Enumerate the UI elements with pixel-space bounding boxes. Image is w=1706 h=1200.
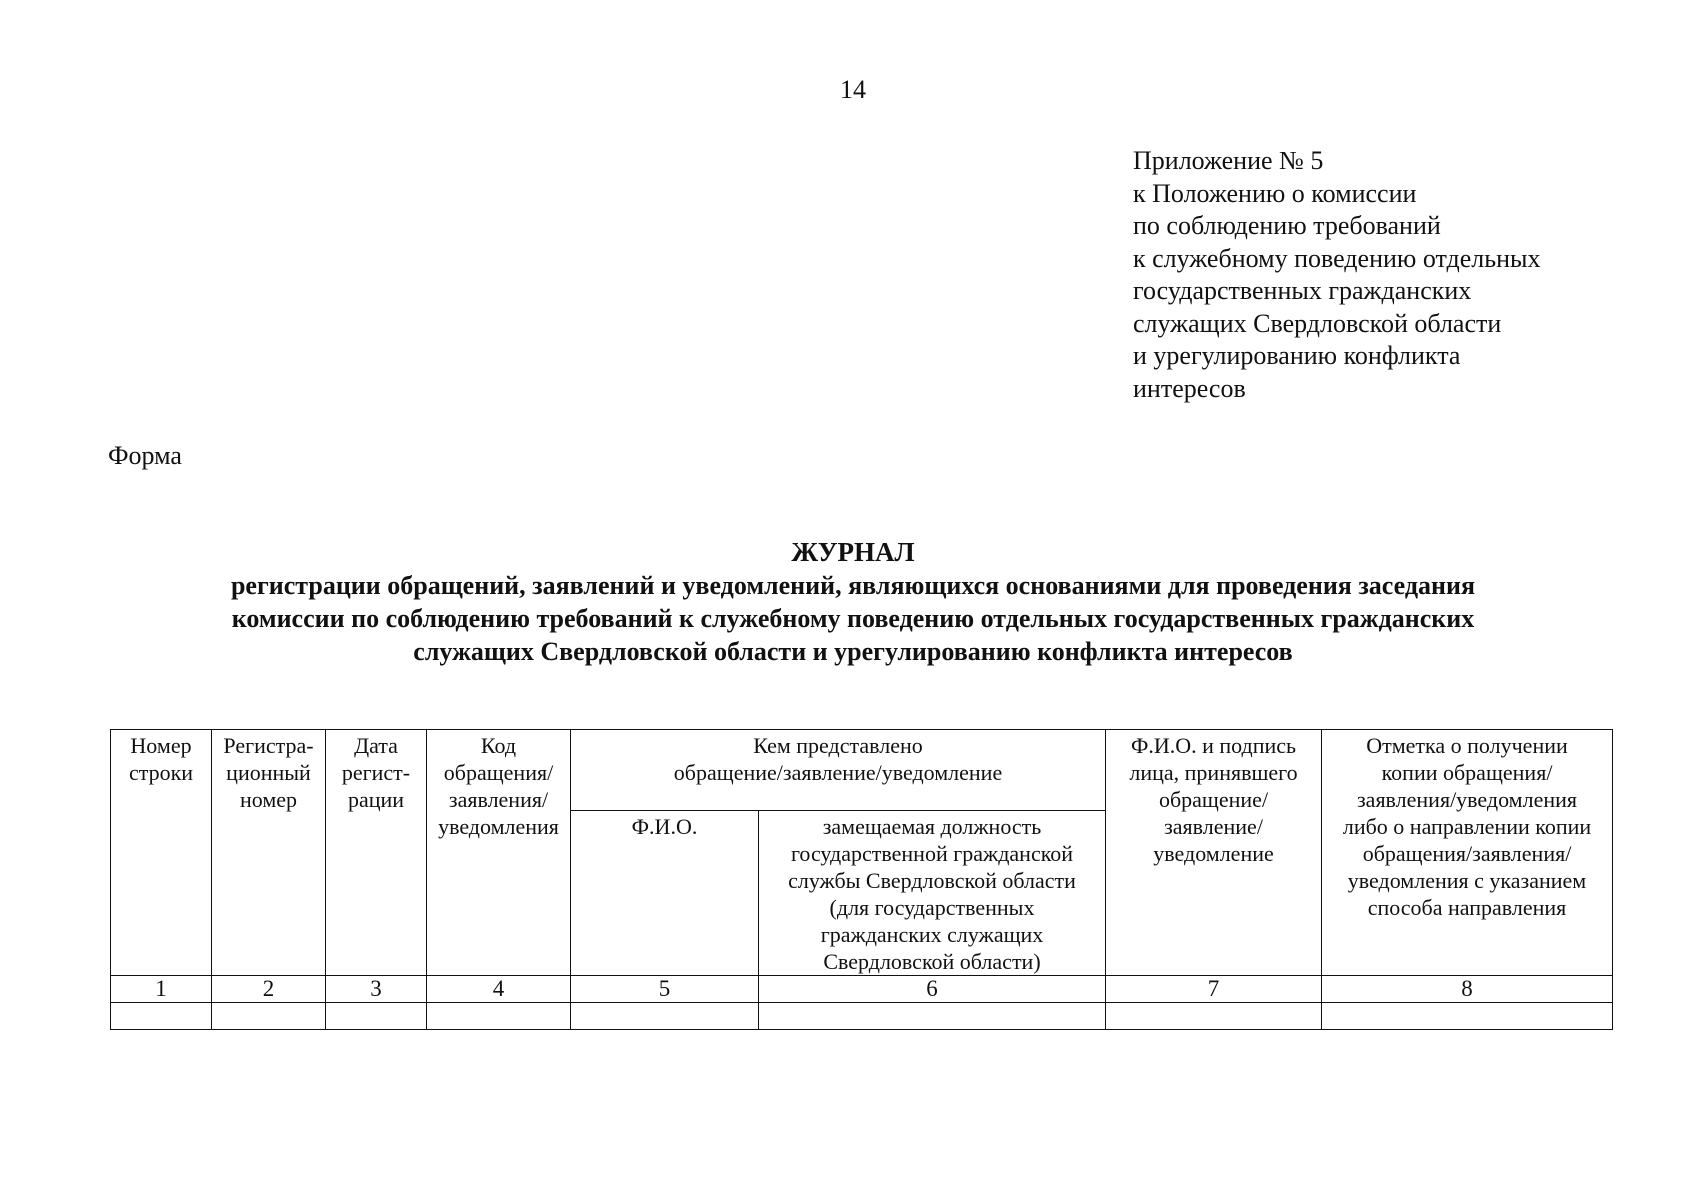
column-number: 4 (427, 976, 571, 1003)
header-text: номер (239, 787, 298, 812)
header-registration-number (212, 730, 326, 976)
column-number: 1 (111, 976, 212, 1003)
appendix-line: к служебному поведению отдельных (1133, 243, 1541, 273)
header-text: обращение/ (1158, 787, 1269, 812)
header-text: заявление/ (1164, 814, 1263, 839)
title-subtitle-line: комиссии по соблюдению требований к служебному поведению отдельных государственных гражданских (231, 604, 1475, 633)
column-number: 3 (326, 976, 427, 1003)
header-text: обращения/ (443, 760, 554, 785)
header-text: ционный (226, 760, 311, 785)
header-code (427, 730, 571, 976)
header-text: Свердловской области) (823, 949, 1041, 974)
header-text: Отметка о получении (1366, 733, 1568, 758)
header-text: Ф.И.О. (631, 814, 698, 839)
header-text: Ф.И.О. и подпись (1130, 733, 1297, 758)
table-cell (1106, 1003, 1322, 1030)
appendix-reference (1133, 145, 1673, 405)
header-text: Кем представлено (753, 733, 923, 758)
journal-table (110, 729, 1613, 1030)
header-text: Номер (130, 733, 192, 758)
form-label: Форма (108, 441, 182, 470)
appendix-line: по соблюдению требований (1133, 211, 1441, 240)
page-number: 14 (840, 75, 866, 104)
header-text: рации (347, 787, 405, 812)
header-text: службы Свердловской области (788, 868, 1076, 893)
header-text: заявления/ (448, 787, 549, 812)
table-cell (326, 1003, 427, 1030)
header-text: Регистра- (223, 733, 314, 758)
header-text: обращение/заявление/уведомление (673, 760, 1003, 785)
header-position (759, 811, 1106, 976)
header-row-number (111, 730, 212, 976)
header-row (111, 730, 1613, 811)
document-title (0, 535, 1706, 668)
appendix-line: служащих Свердловской области (1133, 308, 1502, 338)
appendix-line: и урегулированию конфликта (1133, 341, 1461, 370)
header-text: обращения/заявления/ (1362, 841, 1572, 866)
header-text: уведомления (438, 814, 559, 839)
title-subtitle (0, 569, 1706, 668)
table-cell (427, 1003, 571, 1030)
column-number: 6 (759, 976, 1106, 1003)
appendix-line: Приложение № 5 (1133, 146, 1324, 175)
table-cell (759, 1003, 1106, 1030)
column-number: 2 (212, 976, 326, 1003)
header-text: лица, принявшего (1129, 760, 1298, 785)
column-number: 8 (1322, 976, 1613, 1003)
header-text: замещаемая должность (822, 814, 1042, 839)
appendix-line: к Положению о комиссии (1133, 178, 1417, 208)
header-copy-mark (1322, 730, 1613, 976)
header-text: гражданских служащих (820, 922, 1044, 947)
table-row (111, 1003, 1613, 1030)
header-registration-date (326, 730, 427, 976)
header-text: заявления/уведомления (1356, 787, 1578, 812)
header-text: (для государственных (829, 895, 1035, 920)
header-receiver (1106, 730, 1322, 976)
header-text: Дата (354, 733, 398, 758)
table-cell (111, 1003, 212, 1030)
table-cell (212, 1003, 326, 1030)
table-cell (1322, 1003, 1613, 1030)
header-text: способа направления (1367, 895, 1567, 920)
header-text: копии обращения/ (1381, 760, 1553, 785)
header-fio (571, 811, 759, 976)
title-subtitle-line: регистрации обращений, заявлений и уведомлений, являющихся основаниями для проведения заседания (230, 571, 1476, 600)
column-number: 7 (1106, 976, 1322, 1003)
column-number-row (111, 976, 1613, 1003)
table-cell (571, 1003, 759, 1030)
header-text: Код (480, 733, 517, 758)
header-text: уведомление (1153, 841, 1274, 866)
column-number: 5 (571, 976, 759, 1003)
header-text: либо о направлении копии (1342, 814, 1592, 839)
header-text: регист- (341, 760, 411, 785)
header-text: строки (128, 760, 194, 785)
header-submitted-by-group (571, 730, 1106, 811)
appendix-line: интересов (1133, 373, 1246, 403)
header-text: государственной гражданской (790, 841, 1074, 866)
header-text: уведомления с указанием (1347, 868, 1587, 893)
title-subtitle-line: служащих Свердловской области и урегулированию конфликта интересов (413, 637, 1293, 666)
appendix-line: государственных гражданских (1133, 276, 1472, 305)
title-main: ЖУРНАЛ (791, 537, 915, 567)
